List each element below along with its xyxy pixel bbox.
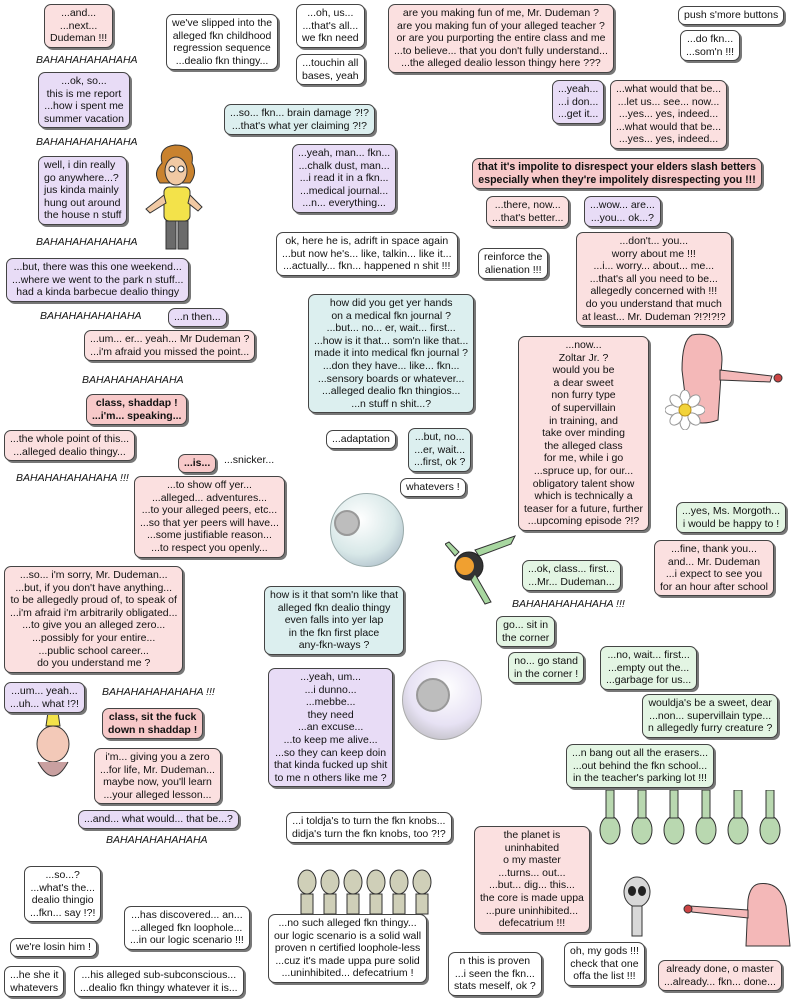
row-of-grey-aliens — [295, 866, 435, 916]
speech-bubble-zero-for-life: i'm... giving you a zero ...for life, Mr. Dudeman... maybe now, you'll learn ...your alleged lesson... — [94, 748, 221, 804]
laugh-text: BAHAHAHAHAHAHA — [40, 310, 142, 322]
speech-bubble-is: ...is... — [178, 454, 216, 473]
speech-bubble-brain-damage: ...so... fkn... brain damage ?!? ...that's what yer claiming ?!? — [224, 104, 375, 135]
speech-bubble-missed-the-point: ...um... er... yeah... Mr Dudeman ? ...i'm afraid you missed the point... — [84, 330, 255, 361]
laugh-text: BAHAHAHAHAHAHA — [106, 834, 208, 846]
green-alien-student-figure — [445, 530, 520, 610]
laugh-text: BAHAHAHAHAHAHA — [36, 136, 138, 148]
speech-bubble-sub-subconscious: ...his alleged sub-subconscious... ...dealio fkn thingy whatever it is... — [74, 966, 244, 997]
speech-bubble-park-barbecue-weekend: ...but, there was this one weekend... ...where we went to the park n stuff... had a kinda barbecue dealio thingy — [6, 258, 189, 302]
speech-bubble-sit-down-shaddap: class, sit the fuck down n shaddap ! — [102, 708, 203, 739]
laugh-text: BAHAHAHAHAHAHA !!! — [16, 472, 129, 484]
laugh-text: BAHAHAHAHAHAHA !!! — [102, 686, 215, 698]
speech-bubble-sorry-zero-grade: ...so... i'm sorry, Mr. Dudeman... ...but, if you don't have anything... to be allegedly proud of, to speak of ...i'm afraid i'm arbitrarily obligated... ...to give you an alleged zero... ...possibly for your entire... ...public school career... do you understand me ? — [4, 566, 183, 673]
floating-eyeball-lower-iris — [416, 678, 450, 712]
speech-bubble-discovered-loophole: ...has discovered... an... ...alleged fkn loophole... ...in our logic scenario !!! — [124, 906, 250, 950]
speech-bubble-n-then: ...n then... — [168, 308, 227, 327]
speech-bubble-whole-point-of-this: ...the whole point of this... ...alleged dealio thingy... — [4, 430, 135, 461]
speech-bubble-chalk-dust-medical-journal: ...yeah, man... fkn... ...chalk dust, man... ...i read it in a fkn... ...medical journal... ...n... everything... — [292, 144, 396, 213]
speech-bubble-i-dont-get-it: ...yeah... ...i don... ...get it... — [552, 80, 604, 124]
speech-bubble-thats-all-we-need: ...oh, us... ...that's all... we fkn need — [296, 4, 365, 48]
speech-bubble-planet-uninhabited: the planet is uninhabited o my master ...turns... out... ...but... dig... this... the core is made uppa ...pure uninhibited... defecatrium !!! — [474, 826, 590, 933]
row-of-green-aliens-hanging — [590, 790, 795, 850]
speech-bubble-falls-into-yer-lap: how is it that som'n like that alleged fkn dealio thingy even falls into yer lap in the fkn first place any-fkn-ways ? — [264, 586, 404, 655]
grey-alien-master-figure — [612, 876, 662, 946]
speech-bubble-making-fun-of-me: are you making fun of me, Mr. Dudeman ? are you making fun of your alleged teacher ? or are you purporting the entire class and me ...to believe... that you don't fully understand... ...the alleged dealio lesson thingy here ??? — [388, 4, 614, 73]
speech-bubble-zoltar-jr-request: ...now... Zoltar Jr. ? would you be a dear sweet non furry type of supervillain in training, and take over minding the alleged class for me, while i go ...spruce up, for our... obligatory talent show which is technically a teaser for a future, further ...upcoming episode ?!? — [518, 336, 649, 531]
daisy-flower-icon — [665, 390, 705, 430]
laugh-text: BAHAHAHAHAHAHA !!! — [512, 598, 625, 610]
speech-bubble-adaptation: ...adaptation — [326, 430, 396, 449]
speech-bubble-show-off-adventures: ...to show off yer... ...alleged... adventures... ...to your alleged peers, etc... ...so that yer peers will have... ...some justifiable reason... ...to respect you openly... — [134, 476, 285, 558]
speech-bubble-losin-him: we're losin him ! — [10, 938, 97, 957]
speech-bubble-um-yeah-what: ...um... yeah... ...uh... what !?! — [4, 682, 85, 713]
speech-bubble-see-you-after-school: ...fine, thank you... and... Mr. Dudeman ...i expect to see you for an hour after school — [654, 540, 774, 596]
laugh-text: BAHAHAHAHAHAHA — [36, 54, 138, 66]
snicker-text: ...snicker... — [224, 454, 275, 466]
floating-eyeball-upper-iris — [334, 510, 360, 536]
long-haired-student-figure — [140, 143, 210, 253]
speech-bubble-dont-worry-about-me: ...don't... you... worry about me !!! ...i... worry... about... me... ...that's all you need to be... allegedly concerned with !!! do you understand that much at least... Mr. Dudeman ?!?!?!? — [576, 232, 732, 326]
speech-bubble-yes-ms-morgoth: ...yes, Ms. Morgoth... i would be happy to ! — [676, 502, 786, 533]
speech-bubble-what-would-that-be: ...what would that be... ...let us... see... now... ...yes... yes, indeed... ...what would that be... ...yes... yes, indeed... — [610, 80, 727, 149]
speech-bubble-ok-class-first-dudeman: ...ok, class... first... ...Mr... Dudeman... — [522, 560, 621, 591]
speech-bubble-and-what-would-that-be: ...and... what would... that be...? — [78, 810, 239, 829]
speech-bubble-whatevers: whatevers ! — [400, 478, 466, 497]
speech-bubble-no-such-loophole: ...no such alleged fkn thingy... our logic scenario is a solid wall proven n certified loophole-less ...cuz it's made uppa pure solid ...uninhibited... defecatrium ! — [268, 914, 427, 983]
speech-bubble-bang-out-erasers: ...n bang out all the erasers... ...out behind the fkn school... in the teacher's parking lot !!! — [566, 744, 714, 788]
speech-bubble-medical-journal-question: how did you get yer hands on a medical fkn journal ? ...but... no... er, wait... first... ...how is it that... som'n like that... made it into medical fkn journal ? ...don they have... like... fkn... ...sensory boards or whatever... ...alleged dealio fkn thingios... ...n stuff n shit...? — [308, 294, 474, 413]
speech-bubble-impolite-to-disrespect: that it's impolite to disrespect your elders slash betters especially when they're impolitely disrespecting you !!! — [472, 158, 762, 189]
speech-bubble-sit-in-the-corner: go... sit in the corner — [496, 616, 555, 647]
speech-bubble-this-is-proven: n this is proven ...i seen the fkn... stats meself, ok ? — [448, 952, 542, 996]
speech-bubble-but-no-wait-first: ...but, no... ...er, wait... ...first, ok ? — [408, 428, 471, 472]
laugh-text: BAHAHAHAHAHAHA — [82, 374, 184, 386]
speech-bubble-an-excuse-to-keep-me-alive: ...yeah, um... ...i dunno... ...mebbe... they need ...an excuse... ...to keep me alive... ...so they can keep doin that kinda fucked up shit to me n others like me ? — [268, 668, 393, 787]
pink-robed-servant-figure — [680, 880, 795, 950]
speech-bubble-childhood-regression: we've slipped into the alleged fkn childhood regression sequence ...dealio fkn thingy... — [166, 14, 278, 70]
speech-bubble-summer-vacation-report: ...ok, so... this is me report ...how i spent me summer vacation — [38, 72, 130, 128]
speech-bubble-push-more-buttons: push s'more buttons — [678, 6, 784, 25]
speech-bubble-stand-in-the-corner: no... go stand in the corner ! — [508, 652, 584, 683]
speech-bubble-reinforce-alienation: reinforce the alienation !!! — [478, 248, 548, 279]
speech-bubble-turn-the-knobs: ...i toldja's to turn the fkn knobs... didja's turn the fkn knobs, too ?!? — [286, 812, 452, 843]
speech-bubble-he-she-it: ...he she it whatevers — [4, 966, 64, 997]
speech-bubble-empty-the-garbage: ...no, wait... first... ...empty out the... ...garbage for us... — [600, 646, 697, 690]
speech-bubble-touchin-all-bases: ...touchin all bases, yeah — [296, 54, 365, 85]
speech-bubble-check-off-the-list: oh, my gods !!! check that one offa the list !!! — [564, 942, 645, 986]
speech-bubble-do-something: ...do fkn... ...som'n !!! — [680, 30, 740, 61]
speech-bubble-and-next-dudeman: ...and... ...next... Dudeman !!! — [44, 4, 113, 48]
speech-bubble-wow-are-you-ok: ...wow... are... ...you... ok...? — [584, 196, 661, 227]
speech-bubble-didnt-go-anywhere: well, i din really go anywhere...? jus kinda mainly hung out around the house n stuff — [38, 156, 127, 225]
laugh-text: BAHAHAHAHAHAHA — [36, 236, 138, 248]
speech-bubble-adrift-in-space: ok, here he is, adrift in space again ...but now he's... like, talkin... like it... ...actually... fkn... happened n shit !!! — [276, 232, 458, 276]
speech-bubble-whats-the-dealio: ...so...? ...what's the... dealio thingio ...fkn... say !?! — [24, 866, 101, 922]
speech-bubble-there-now-thats-better: ...there, now... ...that's better... — [486, 196, 569, 227]
speech-bubble-class-shaddap: class, shaddap ! ...i'm... speaking... — [86, 394, 187, 425]
speech-bubble-sweet-dear-creature: wouldja's be a sweet, dear ...non... supervillain type... n allegedly furry creature ? — [642, 694, 778, 738]
upside-down-student-figure — [20, 712, 80, 792]
speech-bubble-already-done-master: already done, o master ...already... fkn... done... — [658, 960, 782, 991]
